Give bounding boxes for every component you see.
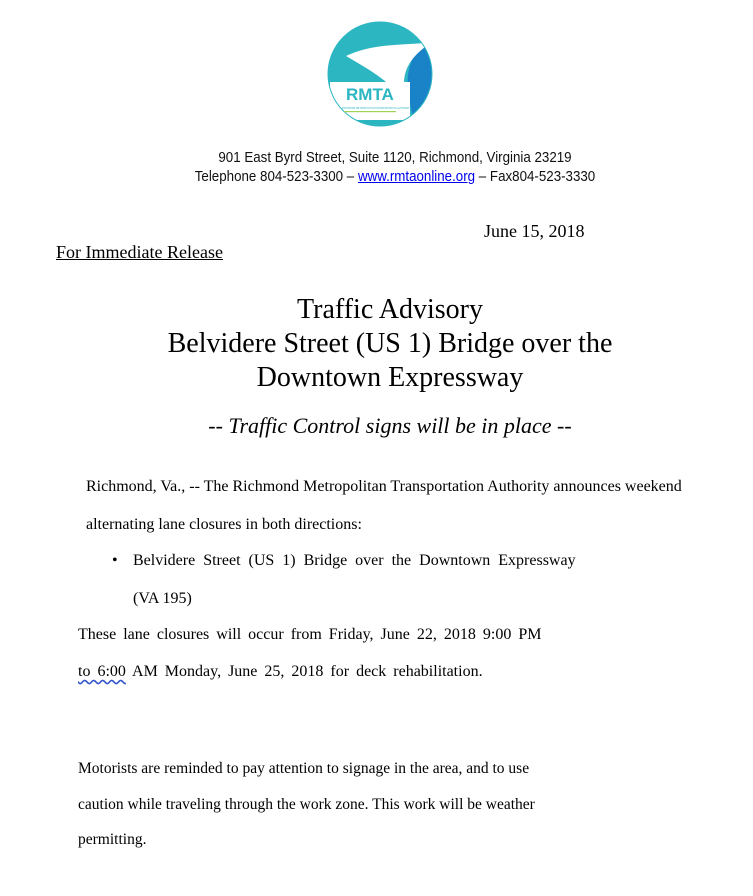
- body-paragraph-3-line-3: permitting.: [78, 831, 147, 848]
- body-paragraph-1-line-2: alternating lane closures in both directions:: [86, 516, 362, 533]
- headline-line-2: Belvidere Street (US 1) Bridge over the: [167, 328, 613, 359]
- body-paragraph-2-rest: AM Monday, June 25, 2018 for deck rehabilitation.: [125, 663, 483, 680]
- body-paragraph-3-line-2: caution while traveling through the work zone. This work will be weather: [78, 796, 535, 813]
- subheading-text: Traffic Control signs will be in place: [228, 413, 552, 438]
- body-paragraph-2-line-2: [78, 663, 483, 681]
- bullet-item-line-1: Belvidere Street (US 1) Bridge over the Downtown Expressway: [133, 552, 576, 569]
- logo-text: RMTA: [346, 85, 394, 104]
- headline-line-3: Downtown Expressway: [256, 362, 524, 393]
- headline-title: Traffic Advisory: [297, 294, 483, 325]
- bullet-item-line-2: (VA 195): [133, 590, 192, 607]
- bullet-icon: •: [112, 552, 118, 569]
- fax-text: – Fax804-523-3330: [475, 169, 596, 185]
- release-label: For Immediate Release: [56, 242, 223, 262]
- subheading-suffix: --: [551, 413, 572, 438]
- body-paragraph-1-line-1: Richmond, Va., -- The Richmond Metropolitan Transportation Authority announces weekend: [86, 478, 682, 495]
- logo-tagline: RICHMOND METROPOLITAN TRANSPORTATION AUTHORITY: [342, 107, 412, 110]
- body-paragraph-2-line-1: These lane closures will occur from Friday, June 22, 2018 9:00 PM: [78, 626, 542, 643]
- subheading-prefix: --: [208, 413, 229, 438]
- subheading: [0, 413, 753, 439]
- rmta-logo: [326, 12, 434, 136]
- contact-line: [32, 169, 753, 185]
- release-date: June 15, 2018: [484, 221, 585, 241]
- telephone-text: Telephone 804-523-3300 –: [194, 169, 358, 185]
- body-paragraph-3-line-1: Motorists are reminded to pay attention to signage in the area, and to use: [78, 760, 530, 777]
- website-link[interactable]: www.rmtaonline.org: [357, 169, 476, 185]
- address-line: 901 East Byrd Street, Suite 1120, Richmond, Virginia 23219: [218, 150, 572, 166]
- spellcheck-squiggle-text: to 6:00: [78, 663, 126, 680]
